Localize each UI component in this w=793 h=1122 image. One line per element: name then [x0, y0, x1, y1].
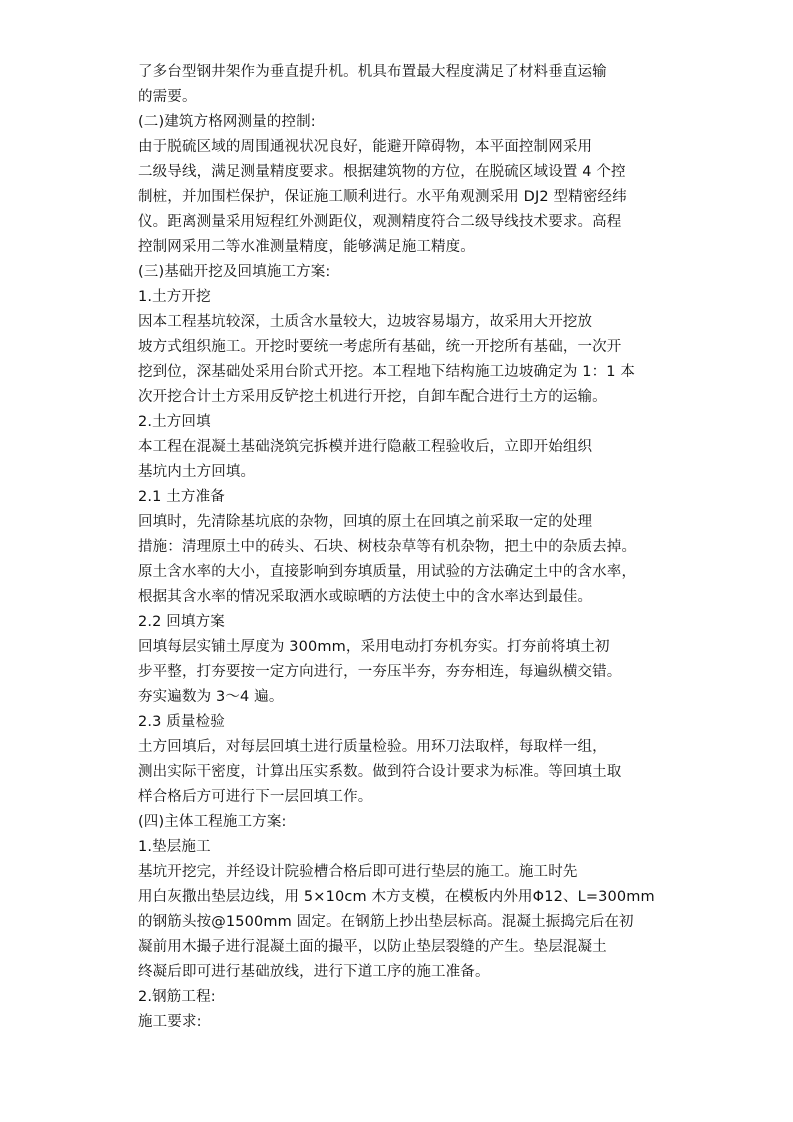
text-line: 测出实际干密度，计算出压实系数。做到符合设计要求为标准。等回填土取	[138, 764, 622, 780]
section-heading: (四)主体工程施工方案:	[138, 814, 287, 830]
subsection-heading: 2.钢筋工程:	[138, 989, 216, 1005]
text-line: 基坑内土方回填。	[138, 464, 256, 480]
subsection-heading: 2.3 质量检验	[138, 714, 225, 730]
text-line: 原土含水率的大小，直接影响到夯填质量，用试验的方法确定土中的含水率，	[138, 564, 637, 580]
text-line: 次开挖合计土方采用反铲挖土机进行开挖，自卸车配合进行土方的运输。	[138, 389, 607, 405]
text-line: 制桩，并加围栏保护，保证施工顺利进行。水平角观测采用 DJ2 型精密经纬	[138, 189, 627, 205]
text-line: 的需要。	[138, 89, 197, 105]
text-line: 本工程在混凝土基础浇筑完拆模并进行隐蔽工程验收后，立即开始组织	[138, 439, 593, 455]
text-line: 夯实遍数为 3～4 遍。	[138, 689, 284, 705]
text-line: 坡方式组织施工。开挖时要统一考虑所有基础，统一开挖所有基础，一次开	[138, 339, 622, 355]
text-line: 因本工程基坑较深，土质含水量较大，边坡容易塌方，故采用大开挖放	[138, 314, 593, 330]
text-line: 控制网采用二等水准测量精度，能够满足施工精度。	[138, 239, 475, 255]
text-line: 根据其含水率的情况采取洒水或晾晒的方法使土中的含水率达到最佳。	[138, 589, 593, 605]
text-line: 用白灰撒出垫层边线，用 5×10cm 木方支模，在模板内外用Φ12、L=300mm	[138, 889, 655, 905]
subsection-heading: 1.垫层施工	[138, 839, 211, 855]
subsection-heading: 2.2 回填方案	[138, 614, 225, 630]
text-line: 回填每层实铺土厚度为 300mm，采用电动打夯机夯实。打夯前将填土初	[138, 639, 610, 655]
text-line: 终凝后即可进行基础放线，进行下道工序的施工准备。	[138, 964, 490, 980]
text-line: 的钢筋头按@1500mm 固定。在钢筋上抄出垫层标高。混凝土振捣完后在初	[138, 914, 634, 930]
text-line: 了多台型钢井架作为垂直提升机。机具布置最大程度满足了材料垂直运输	[138, 64, 607, 80]
section-heading: (三)基础开挖及回填施工方案:	[138, 264, 331, 280]
text-line: 凝前用木撮子进行混凝土面的撮平，以防止垫层裂缝的产生。垫层混凝土	[138, 939, 607, 955]
subsection-heading: 2.土方回填	[138, 414, 211, 430]
text-line: 土方回填后，对每层回填土进行质量检验。用环刀法取样，每取样一组，	[138, 739, 607, 755]
text-line: 仪。距离测量采用短程红外测距仪，观测精度符合二级导线技术要求。高程	[138, 214, 622, 230]
section-heading: (二)建筑方格网测量的控制:	[138, 114, 316, 130]
text-line: 施工要求:	[138, 1014, 202, 1030]
text-line: 二级导线，满足测量精度要求。根据建筑物的方位，在脱硫区域设置 4 个控	[138, 164, 626, 180]
subsection-heading: 2.1 土方准备	[138, 489, 225, 505]
text-line: 回填时，先清除基坑底的杂物，回填的原土在回填之前采取一定的处理	[138, 514, 593, 530]
subsection-heading: 1.土方开挖	[138, 289, 211, 305]
text-line: 步平整，打夯要按一定方向进行，一夯压半夯，夯夯相连，每遍纵横交错。	[138, 664, 622, 680]
text-line: 挖到位，深基础处采用台阶式开挖。本工程地下结构施工边坡确定为 1：1 本	[138, 364, 636, 380]
text-line: 措施：清理原土中的砖头、石块、树枝杂草等有机杂物，把土中的杂质去掉。	[138, 539, 637, 555]
text-line: 样合格后方可进行下一层回填工作。	[138, 789, 373, 805]
text-line: 基坑开挖完，并经设计院验槽合格后即可进行垫层的施工。施工时先	[138, 864, 578, 880]
text-line: 由于脱硫区域的周围通视状况良好，能避开障碍物，本平面控制网采用	[138, 139, 593, 155]
